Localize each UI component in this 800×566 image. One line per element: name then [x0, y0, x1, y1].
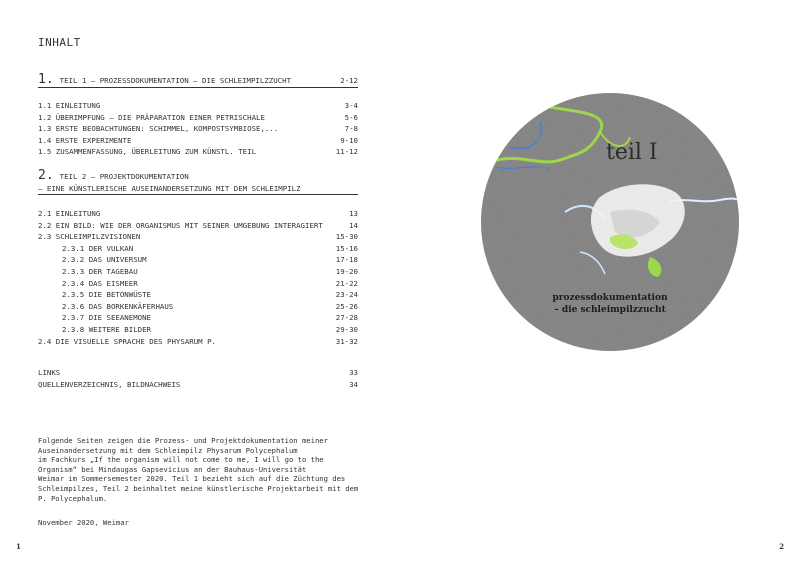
- toc-entry-pages: 15-16: [335, 243, 358, 253]
- toc-part-2: [38, 170, 358, 195]
- toc-extras: [38, 367, 358, 390]
- toc-entry[interactable]: [38, 254, 358, 266]
- toc-part-2-items: [38, 208, 358, 347]
- toc-entry[interactable]: [38, 220, 358, 232]
- toc-entry-label: 2.3.1 DER VULKAN: [62, 243, 134, 253]
- toc-entry[interactable]: [38, 289, 358, 301]
- toc-entry-label: 2.2 EIN BILD: WIE DER ORGANISMUS MIT SEINER UMGEBUNG INTERAGIERT: [38, 220, 323, 230]
- toc-entry-pages: 23-24: [335, 290, 358, 300]
- toc-entry[interactable]: [38, 112, 358, 124]
- intro-paragraph: Folgende Seiten zeigen die Prozess- und Projektdokumentation meiner Auseinandersetzung mit dem Schleimpilz Physarum Polycephalum im Fachkurs „If the organism will not come to me, I will go to the Organism“ bei Mindaugas Gapsevicius an der Bauhaus-Universität Weimar im Sommersemester 2020. Teil 1 bezieht sich auf die Züchtung des Schleimpilzes, Teil 2 beinhaltet meine künstlerische Projektarbeit mit dem P. Polycephalum.: [38, 436, 359, 503]
- toc-part-2-subheading: [38, 183, 358, 196]
- toc-part-1-heading[interactable]: [38, 74, 358, 88]
- part-1-label: TEIL 1 – PROZESSDOKUMENTATION – DIE SCHLEIMPILZZUCHT: [59, 76, 292, 85]
- part-2-number: 2.: [38, 168, 54, 183]
- toc-entry[interactable]: [38, 231, 358, 243]
- disc-subtitle: [520, 292, 700, 316]
- toc-entry-pages: 31-32: [335, 336, 358, 346]
- toc-entry-label: 2.3.8 WEITERE BILDER: [62, 324, 151, 334]
- disc-subtitle-line-1: prozessdokumentation: [552, 293, 668, 303]
- part-1-pages: 2-12: [340, 76, 358, 85]
- toc-entry-label: 2.3.4 DAS EISMEER: [62, 278, 138, 288]
- toc-entry[interactable]: [38, 146, 358, 158]
- toc-entry[interactable]: [38, 100, 358, 112]
- toc-entry-pages: 13: [349, 209, 358, 218]
- toc-part-2-heading[interactable]: [38, 170, 358, 183]
- toc-entry-pages: 9-10: [340, 135, 358, 145]
- toc-entry-label: 2.3.3 DER TAGEBAU: [62, 266, 138, 276]
- toc-entry-label: LINKS: [38, 368, 61, 377]
- toc-entry-pages: 15-30: [335, 232, 358, 242]
- toc-entry-pages: 25-26: [335, 301, 358, 311]
- toc-entry-label: 2.3.5 DIE BETONWÜSTE: [62, 290, 151, 300]
- toc-entry-pages: 27-28: [335, 313, 358, 323]
- toc-entry-pages: 21-22: [335, 278, 358, 288]
- toc-entry[interactable]: [38, 243, 358, 255]
- dateline: November 2020, Weimar: [38, 518, 129, 527]
- toc-entry-pages: 29-30: [335, 324, 358, 334]
- toc-entry-label: 1.5 ZUSAMMENFASSUNG, ÜBERLEITUNG ZUM KÜNSTL. TEIL: [38, 147, 257, 157]
- toc-entry[interactable]: [38, 208, 358, 220]
- toc-entry-label: 1.1 EINLEITUNG: [38, 101, 101, 110]
- toc-entry-label: 2.3.2 DAS UNIVERSUM: [62, 255, 147, 265]
- toc-entry-label: 1.2 ÜBERIMPFUNG – DIE PRÄPARATION EINER PETRISCHALE: [38, 112, 265, 122]
- toc-entry-pages: 11-12: [335, 147, 358, 157]
- toc-entry[interactable]: [38, 367, 358, 379]
- page-number-left: 1: [16, 542, 21, 551]
- toc-entry-label: 2.1 EINLEITUNG: [38, 209, 101, 218]
- toc-entry-pages: 7-8: [344, 124, 358, 134]
- toc-entry-label: QUELLENVERZEICHNIS, BILDNACHWEIS: [38, 379, 181, 389]
- toc-entry-pages: 19-20: [335, 266, 358, 276]
- toc-entry[interactable]: [38, 312, 358, 324]
- toc-part-1-items: [38, 100, 358, 158]
- toc-entry-label: 2.3 SCHLEIMPILZVISIONEN: [38, 232, 141, 242]
- toc-entry[interactable]: [38, 278, 358, 290]
- toc-entry-label: 1.3 ERSTE BEOBACHTUNGEN: SCHIMMEL, KOMPOSTSYMBIOSE,...: [38, 124, 279, 134]
- right-page: [400, 0, 800, 566]
- toc-entry-pages: 17-18: [335, 255, 358, 265]
- toc-entry-pages: 3-4: [344, 101, 358, 110]
- toc-entry-label: 2.3.7 DIE SEEANEMONE: [62, 313, 151, 323]
- part-2-label: TEIL 2 – PROJEKTDOKUMENTATION: [59, 172, 189, 181]
- toc-entry[interactable]: [38, 135, 358, 147]
- toc-entry-pages: 14: [349, 220, 358, 230]
- toc-entry-label: 1.4 ERSTE EXPERIMENTE: [38, 135, 132, 145]
- page-title: INHALT: [38, 36, 81, 49]
- toc-entry-pages: 34: [349, 379, 358, 389]
- part-1-number: 1.: [38, 72, 54, 87]
- toc-entry-label: 2.4 DIE VISUELLE SPRACHE DES PHYSARUM P.: [38, 336, 216, 346]
- toc-entry[interactable]: [38, 266, 358, 278]
- toc-entry-pages: 5-6: [344, 112, 358, 122]
- toc-entry[interactable]: [38, 324, 358, 336]
- toc-entry[interactable]: [38, 301, 358, 313]
- toc-entry-label: 2.3.6 DAS BORKENKÄFERHAUS: [62, 301, 174, 311]
- toc-entry[interactable]: [38, 123, 358, 135]
- disc-title: teil I: [606, 140, 658, 165]
- disc-subtitle-line-2: – die schleimpilzzucht: [554, 305, 666, 315]
- toc-entry[interactable]: [38, 379, 358, 391]
- toc-entry-pages: 33: [349, 368, 358, 377]
- toc-entry[interactable]: [38, 336, 358, 348]
- part-2-label-2: – EINE KÜNSTLERISCHE AUSEINANDERSETZUNG MIT DEM SCHLEIMPILZ: [38, 183, 301, 193]
- page-number-right: 2: [779, 542, 784, 551]
- toc-part-1: [38, 74, 358, 88]
